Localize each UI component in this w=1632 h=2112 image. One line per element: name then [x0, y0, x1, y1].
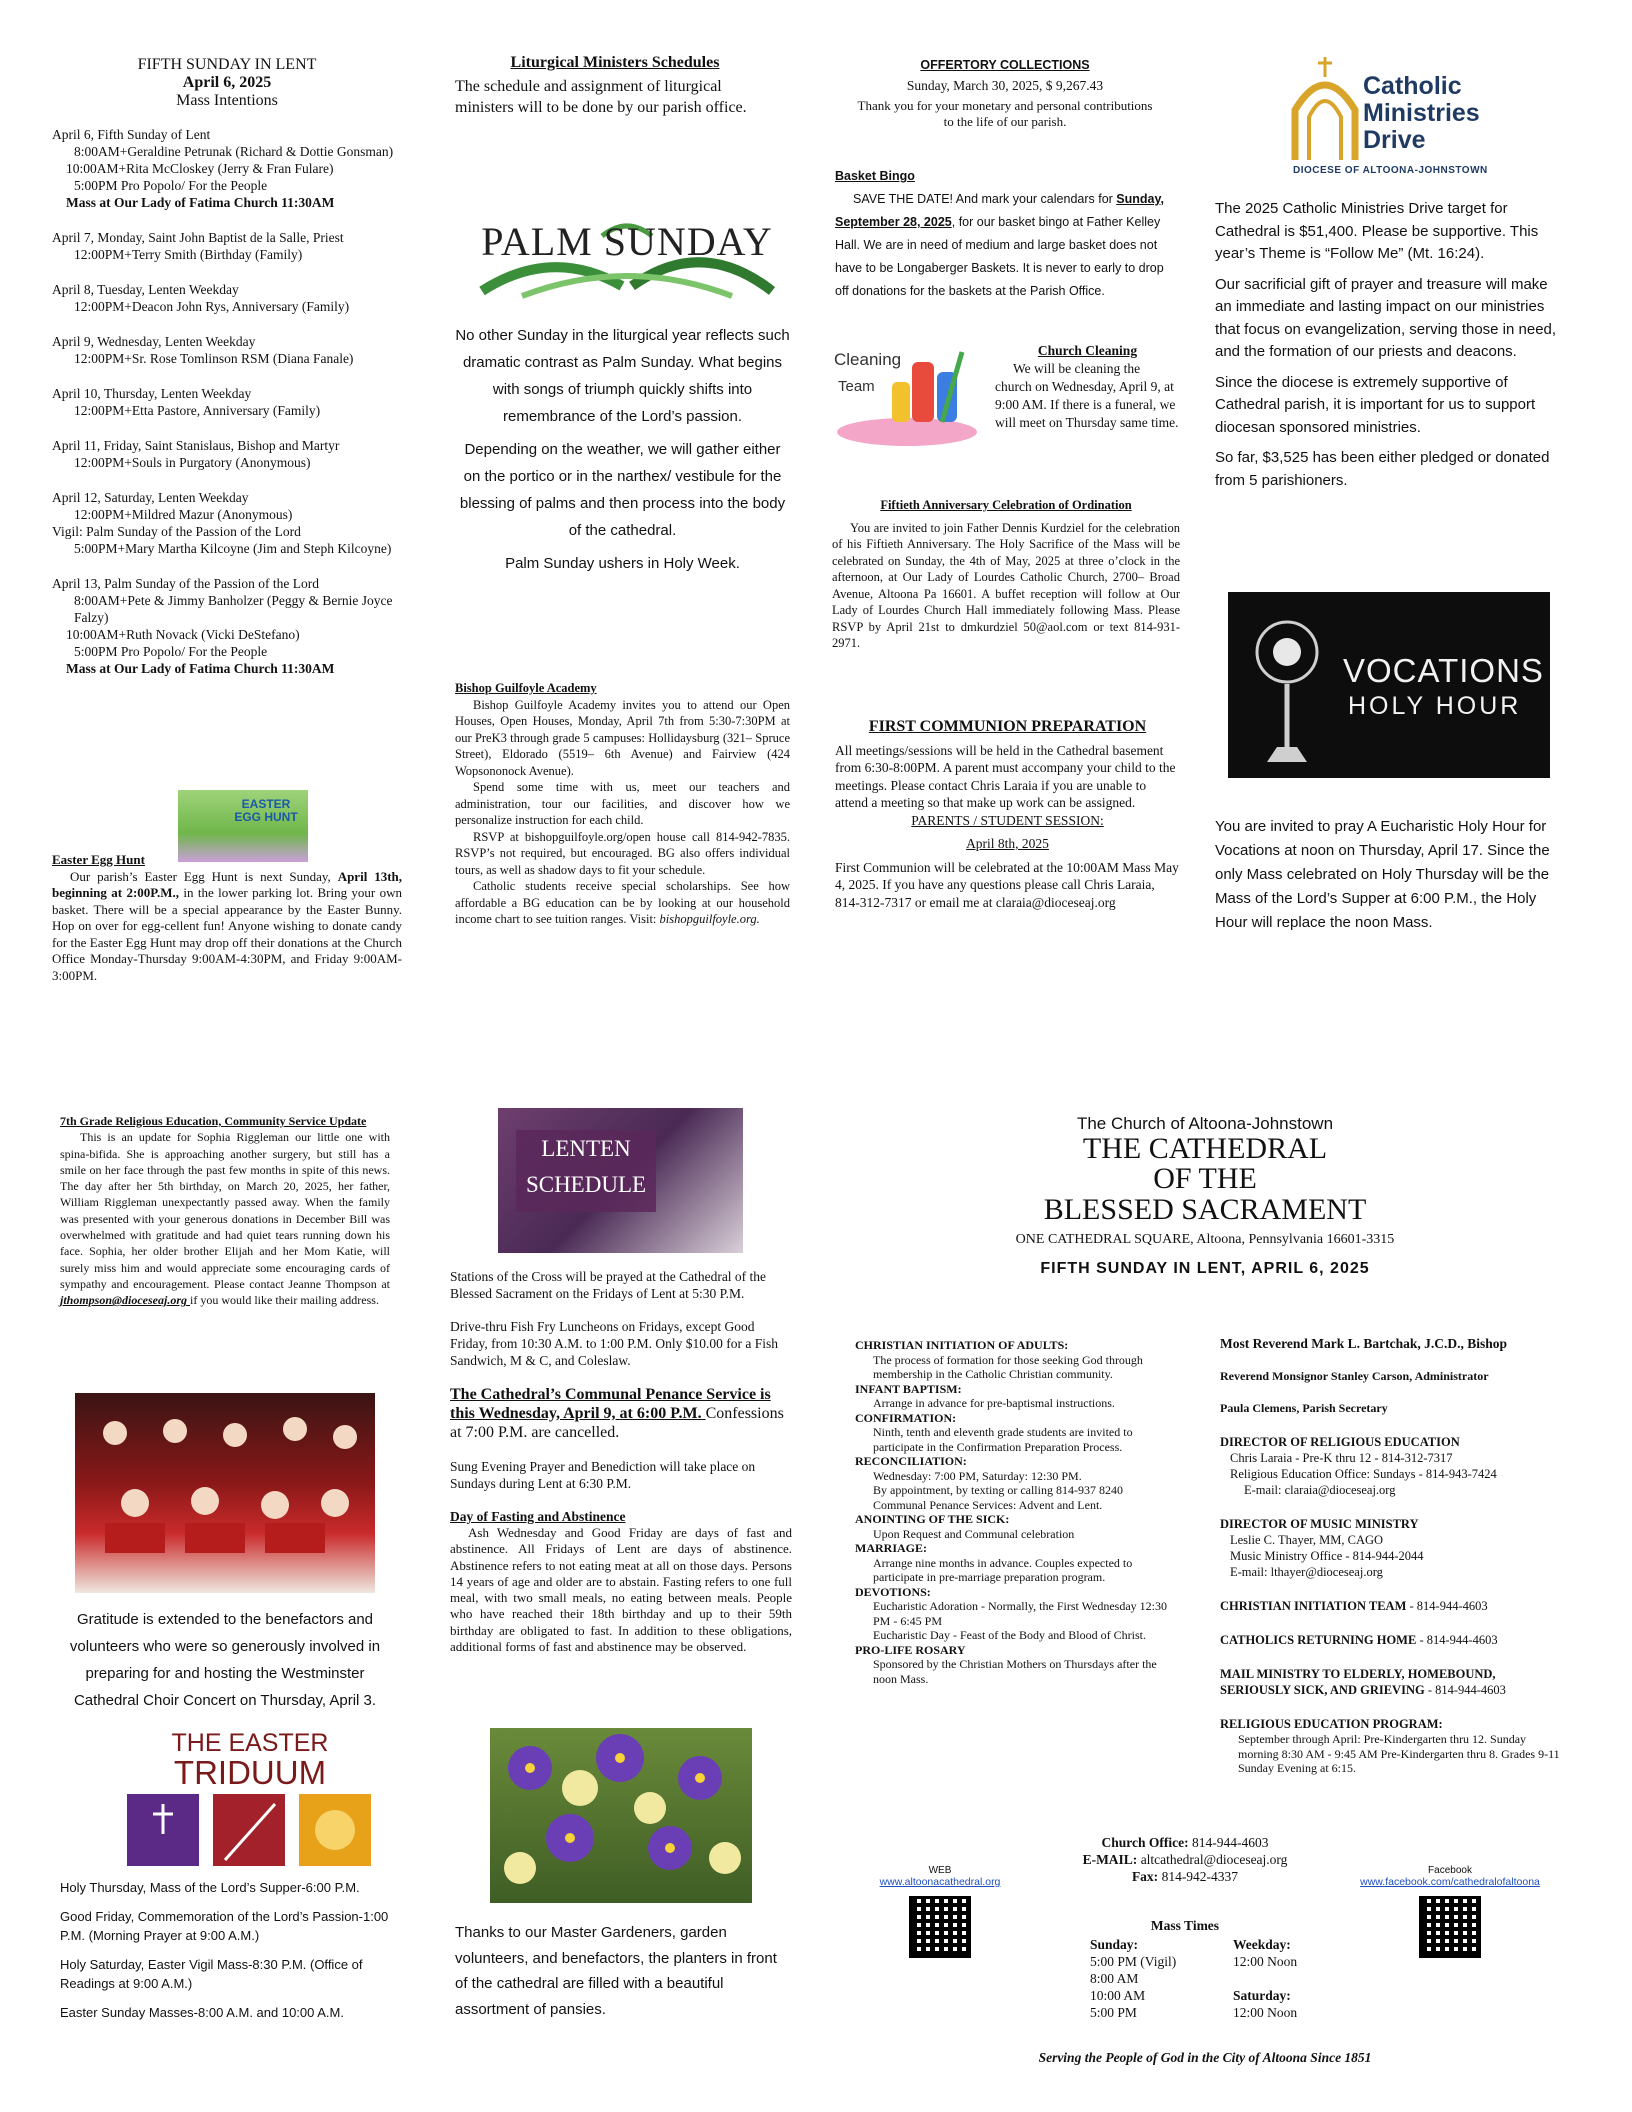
- triduum-item: Holy Saturday, Easter Vigil Mass-8:30 P.M. (Office of Readings at 9:00 A.M.): [60, 1957, 363, 1991]
- secretary-name: Paula Clemens, Parish Secretary: [1220, 1401, 1388, 1415]
- facebook-link[interactable]: www.facebook.com/cathedralofaltoona: [1360, 1876, 1540, 1888]
- facebook-qr-code[interactable]: [1419, 1896, 1481, 1958]
- cathedral-title-3: BLESSED SACRAMENT: [1043, 1193, 1367, 1226]
- mass-entry-day: April 11, Friday, Saint Stanislaus, Bishop and Martyr: [52, 438, 340, 453]
- mass-entry-day: April 10, Thursday, Lenten Weekday: [52, 386, 252, 401]
- bga-p4: Catholic students receive special scholarships. See how affordable a BG education can be by looking at our household income chart to see tuition ranges. Visit:: [455, 879, 790, 926]
- mass-entry: [52, 229, 402, 263]
- cleaning-image-label1: Cleaning: [834, 350, 902, 369]
- palm-sunday-banner: [462, 196, 792, 306]
- dmm-line2: Music Ministry Office - 814-944-2044: [1230, 1549, 1424, 1563]
- dmm-heading: DIRECTOR OF MUSIC MINISTRY: [1220, 1517, 1419, 1531]
- easter-egg-p2: in the lower parking lot. Bring your own basket. There will be a special appearance by the Easter Bunny. Hop on over for egg-cellent fun! Anyone wishing to donate candy for the Easter Egg Hunt may drop off their donations at the Church Office Monday-Thursday 9:00AM-4:30PM, and Friday 9:00AM-3:00PM.: [52, 885, 403, 983]
- mass-entry-day: April 13, Palm Sunday of the Passion of the Lord: [52, 576, 319, 591]
- lenten-p2: Drive-thru Fish Fry Luncheons on Fridays, except Good Friday, from 10:30 A.M. to 1:00 P.M. Only $10.00 for a Fish Sandwich, M & C, and Coleslaw.: [450, 1319, 779, 1368]
- mass-entry-day: April 12, Saturday, Lenten Weekday: [52, 490, 249, 505]
- office-phone: 814-944-4603: [1188, 1835, 1269, 1850]
- cit-phone: - 814-944-4603: [1406, 1599, 1488, 1613]
- vocations-title: VOCATIONS: [1343, 652, 1544, 689]
- cmd-p1: The 2025 Catholic Ministries Drive target for Cathedral is $51,400. Please be supportive. This year’s Theme is “Follow Me” (Mt. 16:24).: [1215, 200, 1539, 262]
- vocations-text: You are invited to pray A Eucharistic Holy Hour for Vocations at noon on Thursday, April 17. Since the only Mass celebrated on Holy Thursday will be the Mass of the Lord’s Supper at 6:00 P.M., the Holy Hour will replace the noon Mass.: [1215, 818, 1550, 931]
- mass-intentions: [52, 56, 402, 695]
- communion-p1: All meetings/sessions will be held in the Cathedral basement from 6:30-8:00PM. A parent must accompany your child to the meetings. Please contact Chris Laraia if you are unable to attend a meeting so that make up work can be assigned.: [835, 742, 1176, 810]
- email-label: E-MAIL:: [1082, 1852, 1138, 1867]
- cathedral-title-1: THE CATHEDRAL: [1082, 1132, 1328, 1165]
- sacrament-text: Upon Request and Communal celebration: [873, 1526, 1075, 1541]
- mass-heading: FIFTH SUNDAY IN LENT: [137, 56, 317, 73]
- bulletin-date: FIFTH SUNDAY IN LENT, APRIL 6, 2025: [1040, 1260, 1370, 1277]
- fiftieth-title: Fiftieth Anniversary Celebration of Ordination: [880, 498, 1132, 512]
- sacrament-heading: MARRIAGE:: [855, 1541, 927, 1555]
- church-name: The Church of Altoona-Johnstown: [1076, 1114, 1334, 1133]
- mass-entry-day: April 8, Tuesday, Lenten Weekday: [52, 282, 239, 297]
- communion-date: April 8th, 2025: [966, 836, 1049, 851]
- mass-entry-note: Mass at Our Lady of Fatima Church 11:30AM: [66, 661, 335, 676]
- mass-entry-line: 12:00PM+Sr. Rose Tomlinson RSM (Diana Fanale): [74, 351, 354, 366]
- triduum-symbols-icon: [125, 1790, 375, 1870]
- mass-date: April 6, 2025: [182, 74, 272, 91]
- sacrament-text: Wednesday: 7:00 PM, Saturday: 12:30 PM.: [873, 1468, 1082, 1483]
- rep-heading: RELIGIOUS EDUCATION PROGRAM:: [1220, 1717, 1443, 1731]
- mass-entry-day: April 6, Fifth Sunday of Lent: [52, 127, 211, 142]
- sacrament-text: Arrange in advance for pre-baptismal instructions.: [873, 1396, 1115, 1410]
- cathedral-address: ONE CATHEDRAL SQUARE, Altoona, Pennsylvania 16601-3315: [1015, 1232, 1395, 1247]
- mass-entry-line: 12:00PM+Terry Smith (Birthday (Family): [74, 247, 303, 262]
- easter-egg-p1: Our parish’s Easter Egg Hunt is next Sunday,: [70, 868, 338, 884]
- easter-egg-image-label: EASTER EGG HUNT: [234, 797, 298, 824]
- web-qr-code[interactable]: [909, 1896, 971, 1958]
- contact-block: [1040, 1834, 1330, 1885]
- sunday-time: 5:00 PM: [1090, 2005, 1137, 2020]
- communion-p2: First Communion will be celebrated at the 10:00AM Mass May 4, 2025. If you have any questions please call Chris Laraia, 814-312-7317 or email me at claraia@dioceseaj.org: [835, 859, 1179, 910]
- fast-text: Ash Wednesday and Good Friday are days of fast and abstinence. All Fridays of Lent are days of abstinence. Abstinence refers to not eating meat at all on those days. Persons 14 years of age and older are to abstain. Fasting refers to one full meal, with two small meals, no eating between meals. People who have reached their 18th birthday and up to their 59th birthday are obligated to fast. In addition to these obligations, additional forms of fast and abstinence may be observed.: [450, 1525, 792, 1655]
- cit-label: CHRISTIAN INITIATION TEAM: [1220, 1599, 1407, 1613]
- administrator-name: Reverend Monsignor Stanley Carson, Administrator: [1220, 1369, 1489, 1383]
- mail-label: MAIL MINISTRY TO ELDERLY, HOMEBOUND, SERIOUSLY SICK, AND GRIEVING: [1220, 1667, 1496, 1697]
- bga-p1: Bishop Guilfoyle Academy invites you to attend our Open Houses, Open Houses, Monday, April 7th from 5:30-7:30PM at our PreK3 through grade 5 campuses: Hollidaysburg (321– Spruce Street), Eldorado (5519– 6th Avenue) and Fairview (424 Wopsononock Avenue).: [455, 697, 790, 778]
- mail-line: [1220, 1666, 1565, 1698]
- saturday-heading: Saturday:: [1233, 1988, 1291, 2003]
- mass-entry: [52, 575, 402, 677]
- liturgical-section: [455, 54, 775, 118]
- cleaning-image-label2: Team: [838, 378, 875, 395]
- mass-entry-line: 12:00PM+Etta Pastore, Anniversary (Family): [74, 403, 321, 418]
- offertory-thanks: Thank you for your monetary and personal contributions to the life of our parish.: [857, 98, 1153, 129]
- lenten-image-line1: LENTEN: [541, 1136, 631, 1161]
- dmm-line1: Leslie C. Thayer, MM, CAGO: [1230, 1533, 1384, 1547]
- vocations-image: [1228, 592, 1550, 778]
- mass-times-title: Mass Times: [1150, 1918, 1220, 1933]
- mass-entry-note: Mass at Our Lady of Fatima Church 11:30AM: [66, 195, 335, 210]
- sacrament-heading: ANOINTING OF THE SICK:: [855, 1512, 1010, 1526]
- mass-entry-line: 12:00PM+Deacon John Rys, Anniversary (Family): [74, 299, 350, 314]
- sacrament-text: By appointment, by texting or calling 814-937 8240 Communal Penance Services: Advent and Lent.: [873, 1483, 1123, 1512]
- bingo-p1: SAVE THE DATE! And mark your calendars for: [853, 192, 1117, 206]
- offertory-title: OFFERTORY COLLECTIONS: [920, 58, 1090, 72]
- weekday-heading: Weekday:: [1233, 1937, 1291, 1952]
- easter-egg-title: Easter Egg Hunt: [52, 852, 145, 867]
- mass-entry-line: 5:00PM Pro Popolo/ For the People: [74, 178, 268, 193]
- choir-image: [75, 1393, 375, 1593]
- bingo-title: Basket Bingo: [835, 169, 915, 183]
- sacrament-heading: PRO-LIFE ROSARY: [855, 1642, 966, 1657]
- web-block: [855, 1865, 1025, 1958]
- dre-email: E-mail: claraia@dioceseaj.org: [1244, 1483, 1396, 1497]
- bga-title: Bishop Guilfoyle Academy: [455, 681, 597, 695]
- mass-entry-line: 10:00AM+Rita McCloskey (Jerry & Fran Fulare): [66, 161, 334, 176]
- dre-line1: Chris Laraia - Pre-K thru 12 - 814-312-7317: [1230, 1451, 1453, 1465]
- triduum-item: Easter Sunday Masses-8:00 A.M. and 10:00 A.M.: [60, 2005, 344, 2020]
- triduum-line2: TRIDUUM: [173, 1754, 327, 1791]
- lenten-image-line2: SCHEDULE: [525, 1172, 647, 1197]
- bishop-name: Most Reverend Mark L. Bartchak, J.C.D., Bishop: [1220, 1336, 1508, 1351]
- bga-section: [455, 680, 790, 928]
- facebook-label: Facebook: [1428, 1865, 1472, 1876]
- mass-entry-line: 8:00AM+Pete & Jimmy Banholzer (Peggy & Bernie Joyce Falzy): [74, 593, 393, 625]
- relig-title: 7th Grade Religious Education, Community Service Update: [60, 1114, 367, 1128]
- cathedral-title-2: OF THE: [1153, 1162, 1257, 1195]
- lenten-p1: Stations of the Cross will be prayed at the Cathedral of the Blessed Sacrament on the Fridays of Lent at 5:30 P.M.: [450, 1269, 767, 1301]
- sunday-time: 8:00 AM: [1090, 1971, 1139, 1986]
- mass-entry-line: 12:00PM+Mildred Mazur (Anonymous): [74, 507, 293, 522]
- cmd-logo: [1285, 55, 1525, 175]
- mass-entry-line: 12:00PM+Souls in Purgatory (Anonymous): [74, 455, 311, 470]
- mass-entry: [52, 437, 402, 471]
- relig-section: [60, 1113, 390, 1309]
- dre-line2: Religious Education Office: Sundays - 814-943-7424: [1230, 1467, 1497, 1481]
- communion-session: PARENTS / STUDENT SESSION:: [911, 812, 1104, 828]
- palm-p1: No other Sunday in the liturgical year reflects such dramatic contrast as Palm Sunday. What begins with songs of triumph quickly shifts into remembrance of the Lord’s passion.: [455, 327, 790, 425]
- web-label: WEB: [928, 1865, 952, 1876]
- fast-title: Day of Fasting and Abstinence: [450, 1509, 626, 1524]
- vocations-sub: HOLY HOUR: [1348, 692, 1522, 720]
- mass-entry: [52, 281, 402, 315]
- palm-p2: Depending on the weather, we will gather either on the portico or in the narthex/ vestibule for the blessing of palms and then process into the body of the cathedral.: [459, 441, 786, 539]
- cleaning-image: [832, 342, 982, 452]
- gardeners-text: Thanks to our Master Gardeners, garden volunteers, and benefactors, the planters in front of the cathedral are filled with a beautiful assortment of pansies.: [455, 1924, 777, 2018]
- mass-entry-vigil: Vigil: Palm Sunday of the Passion of the Lord: [52, 524, 301, 539]
- penance-text: [450, 1385, 792, 1442]
- bga-link: bishopguilfoyle.org.: [659, 912, 760, 926]
- penance-headline: The Cathedral’s Communal Penance Service is this Wednesday, April 9, at 6:00 P.M.: [450, 1386, 771, 1422]
- weekday-time: 12:00 Noon: [1233, 1954, 1298, 1969]
- liturgical-text: The schedule and assignment of liturgical ministers will to be done by our parish office.: [455, 78, 747, 116]
- triduum-line1: THE EASTER: [171, 1729, 329, 1757]
- communion-section: [835, 718, 1180, 911]
- triduum-graphic: [125, 1730, 375, 1870]
- palm-sunday-title: PALM SUNDAY: [481, 219, 773, 264]
- sacrament-heading: INFANT BAPTISM:: [855, 1381, 962, 1396]
- easter-egg-text: [52, 869, 402, 985]
- mass-entry-line: 10:00AM+Ruth Novack (Vicki DeStefano): [66, 627, 300, 642]
- email-line: [1040, 1851, 1330, 1868]
- mass-entry: [52, 126, 402, 211]
- mass-entry-day: April 9, Wednesday, Lenten Weekday: [52, 334, 256, 349]
- relig-p1: This is an update for Sophia Riggleman our little one with spina-bifida. She is approaching another surgery, but still has a smile on her face through the past few months in spite of this news. The day after her 5th birthday, on March 20, 2025, her father, William Riggleman unexpectantly passed away. When the family was presented with your generous donations in December Bill was overwhelmed with gratitude and had quiet tears running down his face. Sophia, her older brother Elijah and her Mom Katie, will surely miss him and would appreciate some encouraging cards of sympathy and encouragement. Please contact Jeanne Thompson at: [60, 1130, 390, 1291]
- office-label: Church Office:: [1101, 1835, 1189, 1850]
- crh-line: [1220, 1632, 1565, 1648]
- sunday-heading: Sunday:: [1090, 1937, 1139, 1952]
- mass-subtitle: Mass Intentions: [176, 92, 278, 109]
- mass-times-weekday: [1233, 1936, 1353, 2021]
- cmd-p2: Our sacrificial gift of prayer and treasure will make an immediate and lasting impact on our ministries that focus on evangelization, serving those in need, and the formation of our priests and deacons.: [1215, 275, 1557, 360]
- crh-label: CATHOLICS RETURNING HOME: [1220, 1633, 1417, 1647]
- mass-entry-line: 5:00PM Pro Popolo/ For the People: [74, 644, 268, 659]
- mass-entry: [52, 489, 402, 557]
- bga-p3: RSVP at bishopguilfoyle.org/open house call 814-942-7835. RSVP’s not required, but encouraged. BG also offers individual tours, as well as shadow days to fit your schedule.: [455, 829, 790, 877]
- lenten-image: [498, 1108, 743, 1253]
- cmd-logo-sub: DIOCESE OF ALTOONA-JOHNSTOWN: [1293, 165, 1488, 176]
- palm-sunday-text: [455, 322, 790, 577]
- sacrament-heading: CHRISTIAN INITIATION OF ADULTS:: [855, 1338, 1069, 1352]
- crh-phone: - 814-944-4603: [1416, 1633, 1498, 1647]
- sunday-time: 10:00 AM: [1090, 1988, 1146, 2003]
- triduum-list: [60, 1878, 405, 2022]
- mass-entry-day: April 7, Monday, Saint John Baptist de la Salle, Priest: [52, 230, 344, 245]
- offertory-amount: Sunday, March 30, 2025, $ 9,267.43: [906, 78, 1104, 93]
- lenten-p3: Sung Evening Prayer and Benediction will take place on Sundays during Lent at 6:30 P.M.: [450, 1459, 756, 1491]
- sacrament-heading: CONFIRMATION:: [855, 1410, 957, 1425]
- choir-singers-icon: [75, 1393, 375, 1593]
- mass-times-sunday: [1090, 1936, 1210, 2021]
- web-link[interactable]: www.altoonacathedral.org: [879, 1876, 1001, 1888]
- mass-entry: [52, 333, 402, 367]
- cleaning-section: [995, 342, 1180, 432]
- dmm-email: E-mail: lthayer@dioceseaj.org: [1230, 1565, 1383, 1579]
- cleaning-title: Church Cleaning: [1037, 343, 1138, 358]
- sacrament-text: Sponsored by the Christian Mothers on Thursdays after the noon Mass.: [873, 1657, 1157, 1686]
- offertory-section: [835, 58, 1175, 130]
- sacrament-heading: RECONCILIATION:: [855, 1454, 967, 1468]
- mail-phone: - 814-944-4603: [1424, 1683, 1506, 1697]
- cleaning-text: We will be cleaning the church on Wednesday, April 9, at 9:00 AM. If there is a funeral, we will meet on Thursday same time.: [995, 361, 1179, 430]
- fax-line: [1040, 1868, 1330, 1885]
- bingo-text: [835, 188, 1180, 303]
- choir-text: Gratitude is extended to the benefactors and volunteers who were so generously involved in preparing for and hosting the Westminster Cathedral Choir Concert on Thursday, April 3.: [69, 1611, 381, 1709]
- saturday-time: 12:00 Noon: [1233, 2005, 1298, 2020]
- bingo-section: [835, 165, 1180, 303]
- pansy-flowers-icon: [490, 1728, 752, 1903]
- fax-number: 814-942-4337: [1158, 1869, 1239, 1884]
- palm-p3: Palm Sunday ushers in Holy Week.: [505, 555, 740, 572]
- penance-note: Confessions at 7:00 P.M. are cancelled.: [450, 1405, 784, 1441]
- email-address: altcathedral@dioceseaj.org: [1137, 1852, 1288, 1867]
- mass-entry: [52, 385, 402, 419]
- bga-p2: Spend some time with us, meet our teachers and administration, tour our facilities, and discover how we personalize instruction for each child.: [455, 780, 790, 827]
- lenten-section: [450, 1268, 792, 1655]
- fiftieth-section: [832, 497, 1180, 652]
- triduum-item: Holy Thursday, Mass of the Lord’s Supper-6:00 P.M.: [60, 1880, 360, 1895]
- triduum-item: Good Friday, Commemoration of the Lord’s Passion-1:00 P.M. (Morning Prayer at 9:00 A.M.): [60, 1909, 389, 1943]
- sacrament-text: Ninth, tenth and eleventh grade students are invited to participate in the Confirmation Preparation Process.: [873, 1425, 1133, 1454]
- cmd-p4: So far, $3,525 has been either pledged or donated from 5 parishioners.: [1215, 449, 1550, 489]
- dre-heading: DIRECTOR OF RELIGIOUS EDUCATION: [1220, 1435, 1460, 1449]
- cmd-p3: Since the diocese is extremely supportive of Cathedral parish, it is important for us to support diocesan sponsored ministries.: [1215, 373, 1536, 436]
- bingo-date: Sunday, September 28, 2025: [835, 192, 1164, 229]
- cmd-section: [1215, 198, 1567, 492]
- sacrament-text: Arrange nine months in advance. Couples expected to participate in pre-marriage preparation program.: [873, 1555, 1133, 1584]
- cathedral-masthead: [860, 1114, 1550, 1278]
- fax-label: Fax:: [1131, 1869, 1159, 1884]
- mass-list: [52, 126, 402, 677]
- sacrament-text: Eucharistic Day - Feast of the Body and Blood of Christ.: [873, 1628, 1146, 1642]
- office-line: [1040, 1834, 1330, 1851]
- cit-line: [1220, 1598, 1565, 1614]
- sacrament-heading: DEVOTIONS:: [855, 1584, 931, 1599]
- rep-text: September through April: Pre-Kindergarten thru 12. Sunday morning 8:30 AM - 9:45 AM Pre-Kindergarten thru 8. Grades 9-11 Sunday Evening at 6:15.: [1238, 1732, 1560, 1775]
- relig-p2: if you would like their mailing address.: [190, 1293, 379, 1308]
- easter-egg-date: April 13th, beginning at 2:00P.M.,: [52, 868, 403, 900]
- relig-text: [60, 1129, 390, 1308]
- monstrance-icon: [1242, 592, 1332, 778]
- sacrament-text: Eucharistic Adoration - Normally, the First Wednesday 12:30 PM - 6:45 PM: [873, 1599, 1167, 1628]
- cathedral-motto: Serving the People of God in the City of Altoona Since 1851: [1038, 2050, 1372, 2065]
- cmd-logo-line3: Drive: [1363, 126, 1426, 154]
- sacrament-text: The process of formation for those seeking God through membership in the Catholic Christian community.: [873, 1352, 1143, 1381]
- staff-list: [1220, 1336, 1565, 1776]
- pansies-image: [490, 1728, 752, 1903]
- cathedral-arch-icon: [1285, 55, 1365, 165]
- sunday-time: 5:00 PM (Vigil): [1090, 1954, 1177, 1969]
- mass-entry-line: 5:00PM+Mary Martha Kilcoyne (Jim and Steph Kilcoyne): [74, 541, 392, 556]
- bingo-p2: , for our basket bingo at Father Kelley Hall. We are in need of medium and large basket does not have to be Longaberger Baskets. It is never to early to drop off donations for the baskets at the Parish Office.: [835, 215, 1164, 298]
- communion-title: FIRST COMMUNION PREPARATION: [868, 718, 1147, 735]
- mass-entry-line: 8:00AM+Geraldine Petrunak (Richard & Dottie Gonsman): [74, 144, 394, 159]
- sacraments-list: [855, 1338, 1175, 1686]
- easter-egg-section: [52, 852, 402, 984]
- facebook-block: [1345, 1865, 1555, 1958]
- cmd-logo-line1: Catholic: [1363, 72, 1462, 100]
- fiftieth-text: You are invited to join Father Dennis Kurdziel for the celebration of his Fiftieth Anniversary. The Holy Sacrifice of the Mass will be celebrated on Sunday, the 4th of May, 2025 at three o’clock in the afternoon, at Our Lady of Lourdes Catholic Church, 2700– Broad Avenue, Altoona Pa 16601. A buffet reception will follow at Our Lady of Lourdes Church Hall immediately following Mass. Please RSVP by April 21st to dmkurdziel 50@aol.com or text 814-931-2971.: [832, 520, 1180, 650]
- relig-email[interactable]: jthompson@dioceseaj.org: [60, 1293, 190, 1308]
- cmd-logo-line2: Ministries: [1363, 99, 1480, 127]
- liturgical-title: Liturgical Ministers Schedules: [510, 54, 720, 71]
